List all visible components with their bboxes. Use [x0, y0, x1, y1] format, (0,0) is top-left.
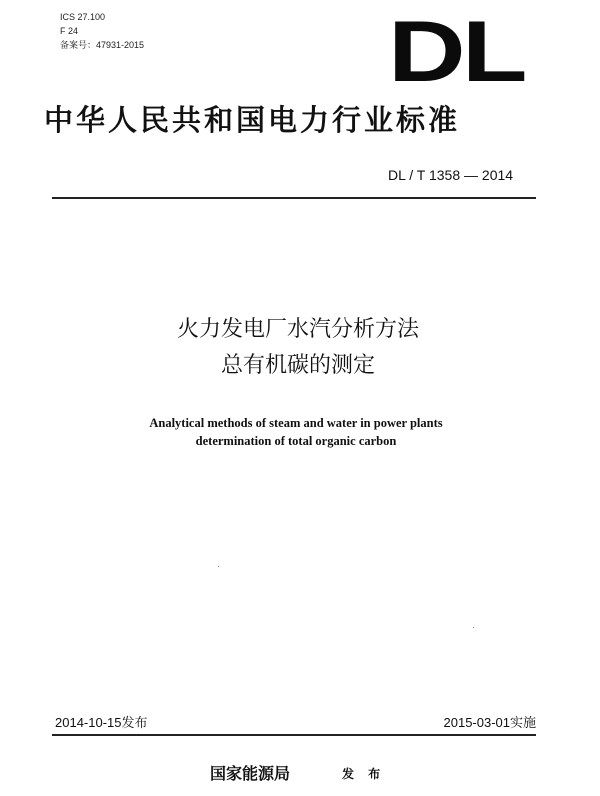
standard-code: DL / T 1358 — 2014 — [388, 167, 514, 183]
scan-speck — [473, 627, 474, 628]
english-title — [0, 414, 600, 450]
scan-speck — [218, 566, 219, 567]
standard-category-title: 中华人民共和国电力行业标准 — [44, 103, 461, 137]
english-title-line1: Analytical methods of steam and water in power plants — [149, 416, 443, 430]
publisher-name: 国家能源局 — [210, 764, 291, 783]
ccs-code: F 24 — [60, 26, 79, 36]
dl-logo: DL — [388, 4, 524, 100]
issue-date: 2014-10-15发布 — [55, 715, 148, 730]
header-divider — [52, 197, 536, 199]
ics-code: ICS 27.100 — [60, 12, 106, 22]
publish-label: 发 布 — [342, 767, 386, 781]
record-number: 备案号：47931-2015 — [60, 40, 145, 50]
implementation-date: 2015-03-01实施 — [443, 715, 536, 730]
chinese-title — [0, 312, 600, 384]
classification-block — [60, 10, 144, 52]
footer-divider — [52, 734, 536, 736]
english-title-line2: determination of total organic carbon — [195, 434, 397, 448]
chinese-title-line2: 总有机碳的测定 — [220, 353, 375, 378]
chinese-title-line1: 火力发电厂水汽分析方法 — [176, 317, 419, 342]
